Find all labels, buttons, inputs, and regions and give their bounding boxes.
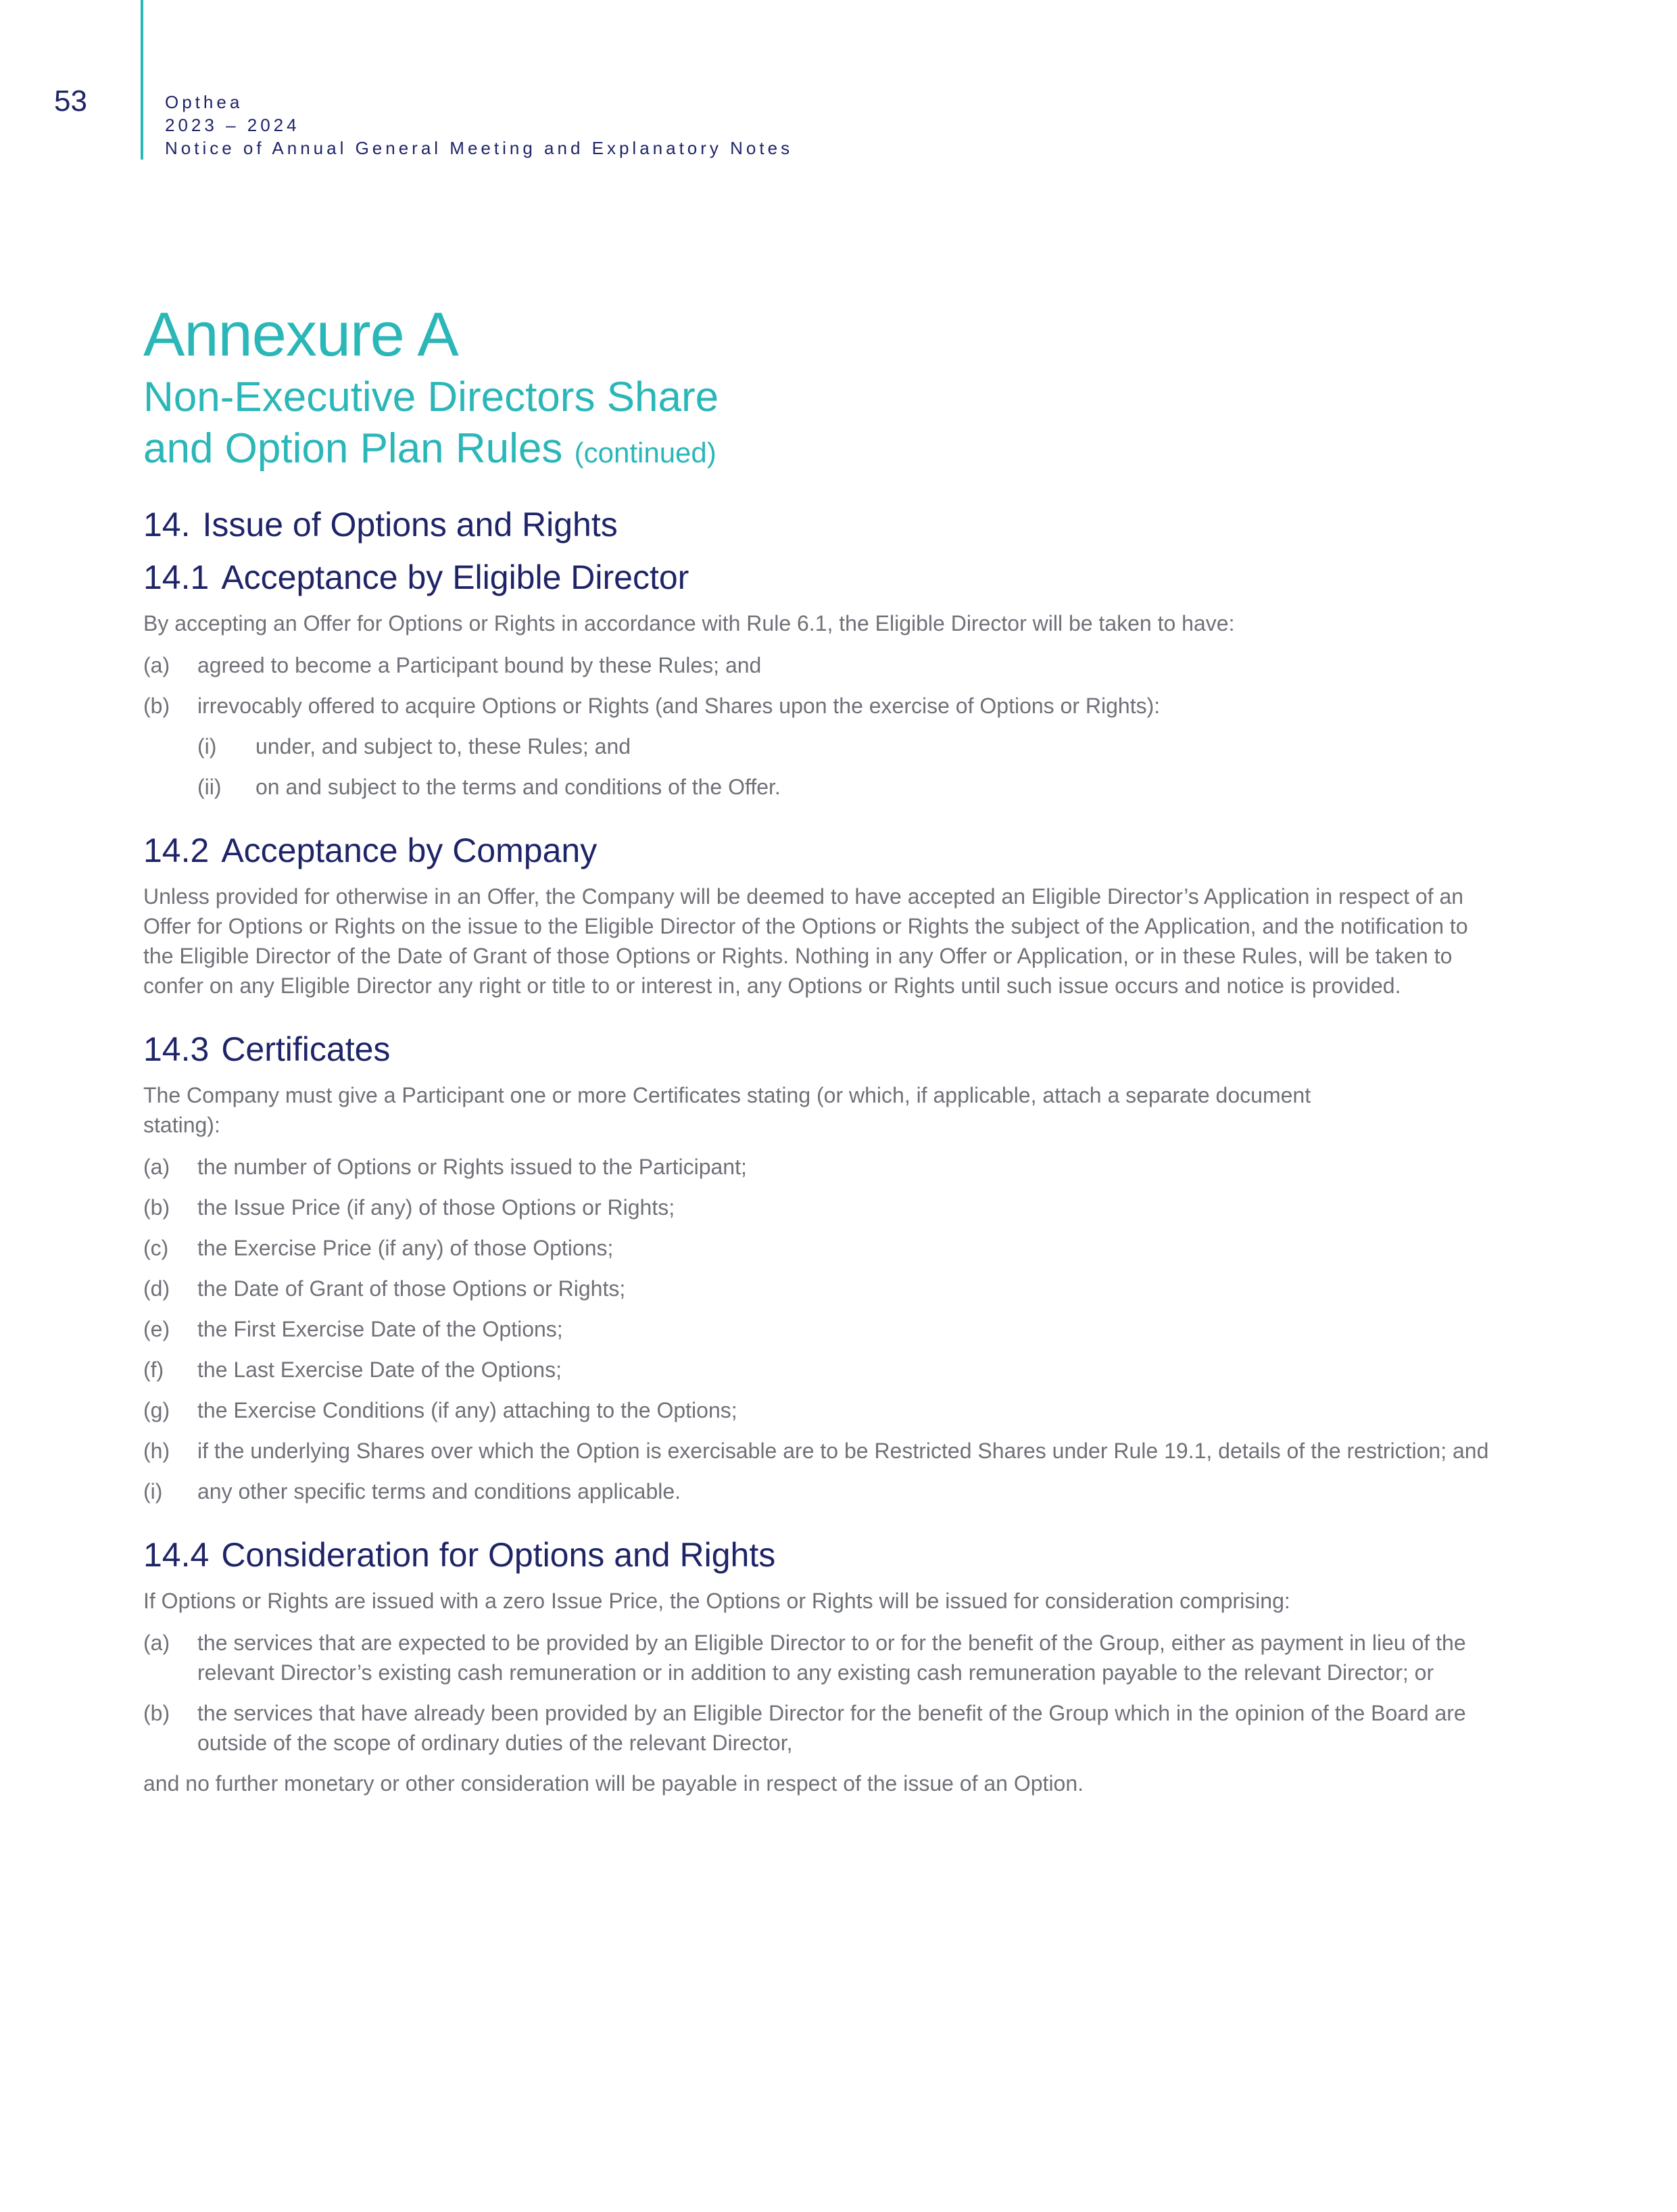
list-label: (c) xyxy=(143,1236,169,1260)
list-label: (i) xyxy=(143,1479,163,1504)
list-text: any other specific terms and conditions applicable. xyxy=(197,1479,681,1504)
subsection-title: Acceptance by Eligible Director xyxy=(221,558,689,596)
list-item xyxy=(143,691,1495,721)
subsection-number: 14.4 xyxy=(143,1536,210,1574)
subsection-heading-14-4 xyxy=(143,1533,1495,1577)
list-item xyxy=(143,650,1495,680)
list-text: the Exercise Conditions (if any) attaching to the Options; xyxy=(197,1398,737,1422)
list-text: the Issue Price (if any) of those Options or Rights; xyxy=(197,1195,675,1220)
header-divider xyxy=(141,0,143,160)
list-item xyxy=(143,1395,1495,1425)
list-label: (b) xyxy=(143,1701,170,1725)
header-company: Opthea xyxy=(165,92,243,112)
subsection-number: 14.3 xyxy=(143,1030,210,1068)
subsection-title: Acceptance by Company xyxy=(221,832,598,869)
paragraph: Unless provided for otherwise in an Offer, the Company will be deemed to have accepted an Eligible Director’s Application in respect of an Offer for Options or Rights on the issue to the Eligible Director of the Options or Rights the subject of the Application, and the notification to the Eligible Director of the Date of Grant of those Options or Rights. Nothing in any Offer or Application, or in these Rules, will be taken to confer on any Eligible Director any right or title to or interest in, any Options or Rights until such issue occurs and notice is provided. xyxy=(143,884,1468,998)
sub-list-item xyxy=(197,772,1495,802)
annexure-subtitle-line2 xyxy=(143,423,719,479)
subsection-title: Consideration for Options and Rights xyxy=(221,1536,776,1574)
list-label: (d) xyxy=(143,1276,170,1301)
subsection-number: 14.1 xyxy=(143,558,210,596)
list-item xyxy=(143,1476,1495,1506)
list-item xyxy=(143,1698,1495,1758)
document-body xyxy=(143,503,1495,1810)
list-item xyxy=(143,1152,1495,1182)
running-header xyxy=(165,91,793,160)
paragraph: The Company must give a Participant one or more Certificates stating (or which, if applicable, attach a separate document stating): xyxy=(143,1083,1311,1137)
header-year: 2023 – 2024 xyxy=(165,115,300,135)
list-text: if the underlying Shares over which the Option is exercisable are to be Restricted Shares under Rule 19.1, details of the restriction; and xyxy=(197,1439,1489,1463)
subsection-number: 14.2 xyxy=(143,832,210,869)
list-text: the services that have already been provided by an Eligible Director for the benefit of the Group which in the opinion of the Board are outside of the scope of ordinary duties of the relevant Director, xyxy=(197,1701,1466,1755)
subsection-heading-14-1 xyxy=(143,556,1495,599)
subsection-title: Certificates xyxy=(221,1030,391,1068)
list-label: (f) xyxy=(143,1357,164,1382)
list-text: on and subject to the terms and conditions of the Offer. xyxy=(256,775,781,799)
list-text: irrevocably offered to acquire Options or Rights (and Shares upon the exercise of Options or Rights): xyxy=(197,694,1161,718)
subsection-heading-14-2 xyxy=(143,829,1495,872)
page-number: 53 xyxy=(54,85,87,118)
list-item xyxy=(143,1193,1495,1222)
header-doc-title: Notice of Annual General Meeting and Explanatory Notes xyxy=(165,138,794,158)
list-item xyxy=(143,1314,1495,1344)
annexure-subtitle-line1: Non-Executive Directors Share xyxy=(143,374,719,420)
section-title: Issue of Options and Rights xyxy=(202,506,618,544)
sub-list-item xyxy=(197,731,1495,761)
section-heading-14 xyxy=(143,503,1495,546)
list-label: (h) xyxy=(143,1439,170,1463)
list-item xyxy=(143,1436,1495,1466)
continued-label: (continued) xyxy=(574,437,716,468)
list-label: (b) xyxy=(143,1195,170,1220)
list-label: (a) xyxy=(143,1631,170,1655)
list-item xyxy=(143,1355,1495,1385)
annexure-subtitle-line2-text: and Option Plan Rules xyxy=(143,425,563,472)
paragraph: By accepting an Offer for Options or Rights in accordance with Rule 6.1, the Eligible Director will be taken to have: xyxy=(143,611,1235,635)
list-item xyxy=(143,1274,1495,1303)
subsection-heading-14-3 xyxy=(143,1028,1495,1071)
annexure-title: Annexure A xyxy=(143,300,458,369)
list-text: under, and subject to, these Rules; and xyxy=(256,734,631,759)
list-text: the services that are expected to be provided by an Eligible Director to or for the benefit of the Group, either as payment in lieu of the relevant Director’s existing cash remuneration or in addition to any existing cash remuneration payable to the relevant Director; or xyxy=(197,1631,1466,1685)
list-label: (a) xyxy=(143,1155,170,1179)
annexure-title-block xyxy=(143,297,719,479)
list-label: (a) xyxy=(143,653,170,677)
list-label: (ii) xyxy=(197,775,222,799)
list-text: the number of Options or Rights issued to the Participant; xyxy=(197,1155,747,1179)
list-label: (b) xyxy=(143,694,170,718)
list-text: the Date of Grant of those Options or Rights; xyxy=(197,1276,626,1301)
list-text: the Exercise Price (if any) of those Options; xyxy=(197,1236,614,1260)
list-label: (e) xyxy=(143,1317,170,1341)
list-label: (g) xyxy=(143,1398,170,1422)
list-label: (i) xyxy=(197,734,217,759)
list-text: the Last Exercise Date of the Options; xyxy=(197,1357,562,1382)
list-item xyxy=(143,1233,1495,1263)
paragraph: If Options or Rights are issued with a zero Issue Price, the Options or Rights will be issued for consideration comprising: xyxy=(143,1589,1290,1613)
list-text: agreed to become a Participant bound by these Rules; and xyxy=(197,653,762,677)
section-number: 14. xyxy=(143,506,191,544)
list-item xyxy=(143,1628,1495,1687)
paragraph: and no further monetary or other consideration will be payable in respect of the issue of an Option. xyxy=(143,1771,1084,1796)
list-text: the First Exercise Date of the Options; xyxy=(197,1317,563,1341)
